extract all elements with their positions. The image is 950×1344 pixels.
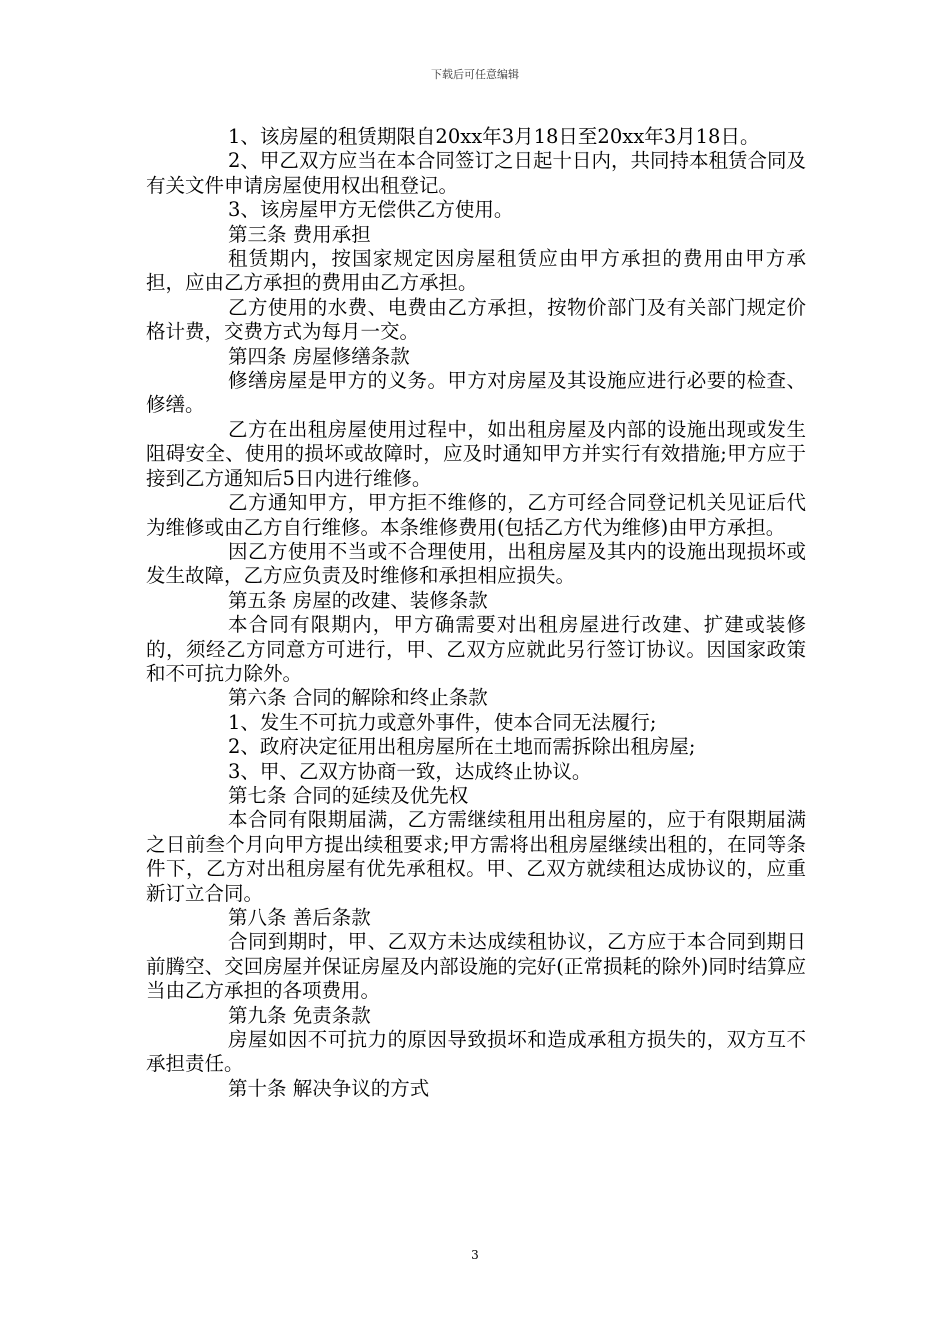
paragraph: 合同到期时，甲、乙双方未达成续租协议，乙方应于本合同到期日前腾空、交回房屋并保证房屋及内部设施的完好(正常损耗的除外)同时结算应当由乙方承担的各项费用。 [146, 930, 806, 1003]
section-heading: 第十条 解决争议的方式 [228, 1076, 430, 1100]
paragraph: 3、该房屋甲方无偿供乙方使用。 [228, 198, 514, 222]
paragraph: 2、甲乙双方应当在本合同签订之日起十日内，共同持本租赁合同及有关文件申请房屋使用权出租登记。 [146, 149, 806, 197]
paragraph: 本合同有限期届满，乙方需继续租用出租房屋的，应于有限期届满之日前叁个月向甲方提出续租要求;甲方需将出租房屋继续出租的，在同等条件下，乙方对出租房屋有优先承租权。甲、乙双方就续租达成协议的，应重新订立合同。 [146, 808, 806, 905]
paragraph: 本合同有限期内，甲方确需要对出租房屋进行改建、扩建或装修的，须经乙方同意方可进行，甲、乙双方应就此另行签订协议。因国家政策和不可抗力除外。 [146, 613, 806, 685]
section-heading: 第九条 免责条款 [228, 1003, 371, 1027]
section-heading: 第五条 房屋的改建、装修条款 [228, 588, 488, 612]
paragraph: 1、该房屋的租赁期限自20xx年3月18日至20xx年3月18日。 [228, 125, 760, 148]
paragraph: 修缮房屋是甲方的义务。甲方对房屋及其设施应进行必要的检查、修缮。 [146, 369, 806, 417]
contract-body [146, 125, 806, 1101]
section-heading: 第七条 合同的延续及优先权 [228, 783, 469, 807]
paragraph: 房屋如因不可抗力的原因导致损坏和造成承租方损失的，双方互不承担责任。 [146, 1028, 806, 1076]
paragraph: 乙方通知甲方，甲方拒不维修的，乙方可经合同登记机关见证后代为维修或由乙方自行维修。本条维修费用(包括乙方代为维修)由甲方承担。 [146, 491, 806, 539]
list-item: 3、甲、乙双方协商一致，达成终止协议。 [228, 759, 592, 783]
paragraph: 乙方在出租房屋使用过程中，如出租房屋及内部的设施出现或发生阻碍安全、使用的损坏或故障时，应及时通知甲方并实行有效措施;甲方应于接到乙方通知后5日内进行维修。 [146, 417, 806, 490]
paragraph: 租赁期内，按国家规定因房屋租赁应由甲方承担的费用由甲方承担，应由乙方承担的费用由乙方承担。 [146, 247, 806, 295]
paragraph: 因乙方使用不当或不合理使用，出租房屋及其内的设施出现损坏或发生故障，乙方应负责及时维修和承担相应损失。 [146, 539, 806, 588]
section-heading: 第八条 善后条款 [228, 906, 371, 929]
paragraph: 乙方使用的水费、电费由乙方承担，按物价部门及有关部门规定价格计费，交费方式为每月一交。 [146, 295, 806, 344]
section-heading: 第六条 合同的解除和终止条款 [228, 686, 488, 710]
section-heading: 第四条 房屋修缮条款 [228, 344, 410, 368]
list-item: 1、发生不可抗力或意外事件，使本合同无法履行; [228, 710, 657, 734]
page-number: 3 [471, 1248, 479, 1262]
section-heading: 第三条 费用承担 [228, 222, 371, 246]
page-header: 下载后可任意编辑 [431, 68, 519, 81]
list-item: 2、政府决定征用出租房屋所在土地而需拆除出租房屋; [228, 735, 696, 759]
